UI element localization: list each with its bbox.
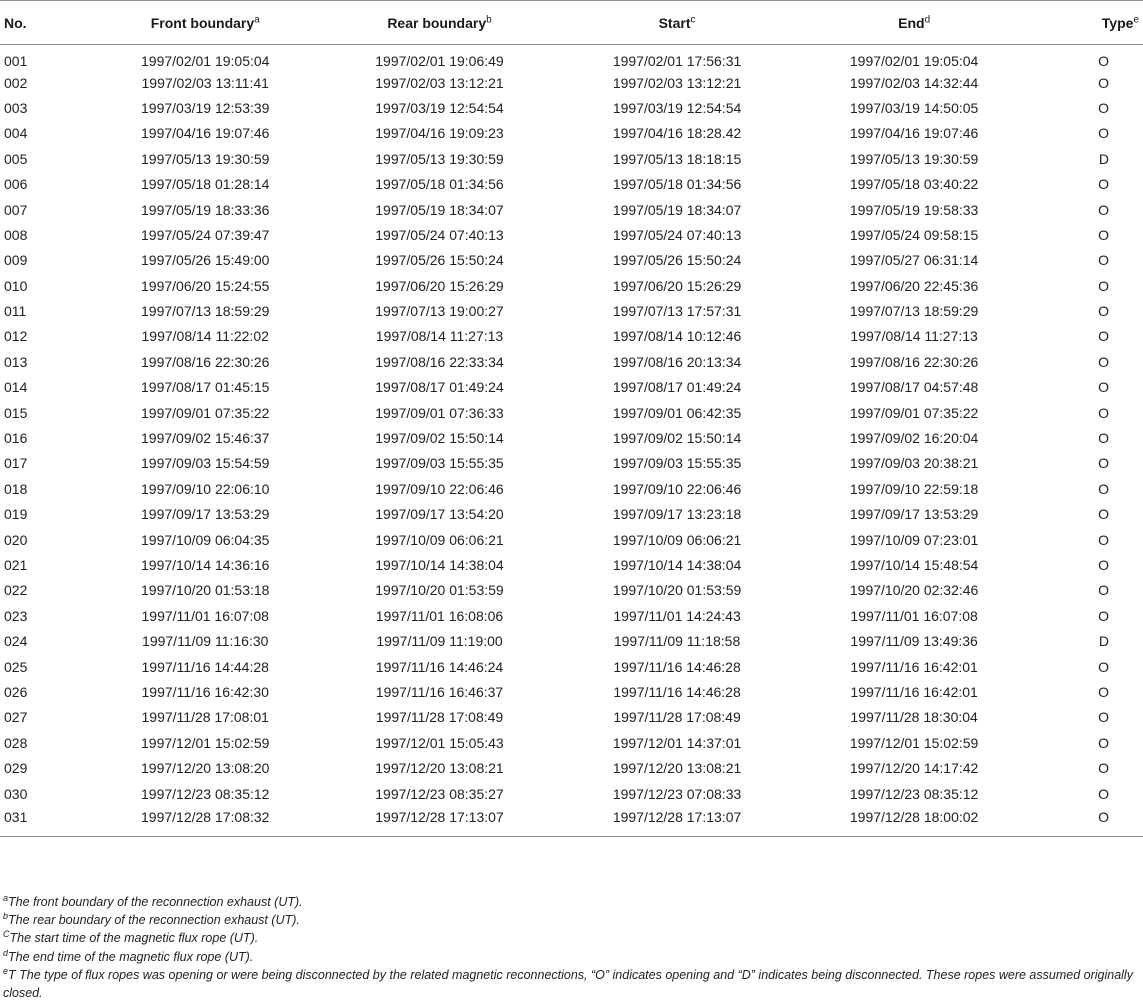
header-end: End$^d$: [898, 13, 931, 31]
cell-rear-boundary: 1997/09/01 07:36:33: [375, 404, 504, 421]
cell-front-boundary: 1997/11/16 16:42:30: [141, 683, 269, 700]
cell-rear-boundary: 1997/05/26 15:50:24: [375, 252, 504, 269]
cell-type: O: [1098, 785, 1109, 802]
table-row: [0, 425, 1143, 450]
header-front-boundary: Front boundary$^a$: [150, 13, 260, 31]
cell-start: 1997/09/17 13:23:18: [612, 506, 742, 523]
header-rear-boundary: Rear boundary$^b$: [387, 13, 492, 31]
table-row: [0, 121, 1143, 146]
cell-end: 1997/06/20 22:45:36: [849, 277, 979, 294]
footnote-mark: C: [3, 929, 10, 940]
cell-front-boundary: 1997/10/20 01:53:18: [141, 582, 270, 599]
cell-start: 1997/05/19 18:34:07: [612, 201, 742, 218]
table-row: [0, 451, 1143, 476]
cell-no: 024: [4, 633, 28, 650]
cell-front-boundary: 1997/05/24 07:39:47: [141, 226, 270, 243]
cell-end: 1997/10/20 02:32:46: [849, 582, 979, 599]
cell-front-boundary: 1997/12/23 08:35:12: [141, 785, 270, 802]
table-row: [0, 95, 1143, 120]
cell-start: 1997/05/24 07:40:13: [612, 226, 742, 243]
cell-type: O: [1098, 480, 1109, 497]
cell-front-boundary: 1997/06/20 15:24:55: [141, 277, 270, 294]
table-row: [0, 197, 1143, 222]
cell-front-boundary: 1997/09/03 15:54:59: [141, 455, 270, 472]
table-header: [0, 1, 1143, 45]
cell-rear-boundary: 1997/09/02 15:50:14: [375, 430, 504, 447]
footnote: [3, 966, 1133, 1002]
cell-start: 1997/08/17 01:49:24: [612, 379, 742, 396]
cell-start: 1997/12/28 17:13:07: [612, 808, 742, 825]
cell-rear-boundary: 1997/12/20 13:08:21: [375, 760, 504, 777]
cell-rear-boundary: 1997/05/19 18:34:07: [375, 201, 504, 218]
cell-end: 1997/11/01 16:07:08: [850, 607, 978, 624]
cell-no: 019: [4, 506, 28, 523]
table-row: [0, 654, 1143, 679]
footnote: [3, 911, 1133, 929]
cell-type: O: [1098, 658, 1109, 675]
table-row: [0, 755, 1143, 780]
table-row: [0, 527, 1143, 552]
table-row: [0, 273, 1143, 298]
cell-type: O: [1098, 506, 1109, 523]
cell-end: 1997/08/14 11:27:13: [850, 328, 978, 345]
cell-front-boundary: 1997/02/01 19:05:04: [141, 53, 270, 70]
cell-front-boundary: 1997/09/17 13:53:29: [141, 506, 270, 523]
cell-front-boundary: 1997/08/17 01:45:15: [141, 379, 270, 396]
cell-rear-boundary: 1997/06/20 15:26:29: [375, 277, 504, 294]
footnote-mark: e: [3, 965, 9, 976]
cell-end: 1997/08/16 22:30:26: [849, 353, 979, 370]
cell-front-boundary: 1997/12/20 13:08:20: [141, 760, 270, 777]
cell-front-boundary: 1997/12/28 17:08:32: [141, 808, 270, 825]
table-row: [0, 400, 1143, 425]
cell-rear-boundary: 1997/09/10 22:06:46: [375, 480, 504, 497]
cell-start: 1997/12/20 13:08:21: [612, 760, 742, 777]
cell-end: 1997/08/17 04:57:48: [849, 379, 979, 396]
cell-end: 1997/09/01 07:35:22: [849, 404, 979, 421]
footnote-mark-e: e: [1133, 13, 1139, 25]
cell-end: 1997/02/03 14:32:44: [849, 74, 979, 91]
cell-type: O: [1098, 760, 1109, 777]
table-row: [0, 248, 1143, 273]
table-row: [0, 171, 1143, 196]
cell-type: O: [1098, 226, 1109, 243]
table-row: [0, 324, 1143, 349]
cell-rear-boundary: 1997/03/19 12:54:54: [375, 99, 504, 116]
cell-end: 1997/05/18 03:40:22: [849, 176, 979, 193]
cell-start: 1997/08/14 10:12:46: [612, 328, 742, 345]
cell-end: 1997/05/13 19:30:59: [849, 150, 979, 167]
cell-start: 1997/06/20 15:26:29: [612, 277, 742, 294]
cell-end: 1997/09/10 22:59:18: [849, 480, 979, 497]
cell-start: 1997/02/03 13:12:21: [612, 74, 742, 91]
cell-end: 1997/11/28 18:30:04: [850, 709, 978, 726]
cell-no: 003: [4, 99, 28, 116]
cell-rear-boundary: 1997/11/16 14:46:24: [375, 658, 504, 675]
cell-start: 1997/08/16 20:13:34: [612, 353, 742, 370]
cell-front-boundary: 1997/09/01 07:35:22: [141, 404, 270, 421]
footnote-mark-d: d: [924, 13, 931, 25]
cell-no: 007: [4, 201, 28, 218]
cell-end: 1997/07/13 18:59:29: [849, 303, 979, 320]
cell-no: 030: [4, 785, 28, 802]
cell-end: 1997/09/17 13:53:29: [849, 506, 979, 523]
cell-rear-boundary: 1997/10/14 14:38:04: [375, 557, 504, 573]
cell-no: 009: [4, 252, 28, 269]
table-row: [0, 806, 1143, 836]
cell-rear-boundary: 1997/08/14 11:27:13: [375, 328, 504, 345]
cell-rear-boundary: 1997/11/01 16:08:06: [375, 607, 504, 624]
footnote-text: The front boundary of the reconnection exhaust (UT).: [8, 895, 303, 909]
cell-rear-boundary: 1997/04/16 19:09:23: [375, 125, 504, 142]
cell-no: 026: [4, 683, 28, 700]
cell-type: O: [1098, 74, 1109, 91]
cell-front-boundary: 1997/08/16 22:30:26: [141, 353, 270, 370]
cell-no: 006: [4, 176, 28, 193]
cell-end: 1997/02/01 19:05:04: [849, 53, 979, 70]
table-row: [0, 552, 1143, 577]
cell-type: O: [1098, 53, 1109, 70]
footnote: [3, 948, 1133, 966]
cell-rear-boundary: 1997/08/16 22:33:34: [375, 353, 504, 370]
footnote-text: T The type of flux ropes was opening or were being disconnected by the related magnetic reconnections, “O” indicates opening and “D” indicates being disconnected. These ropes were assumed originally closed.: [3, 967, 1133, 1001]
cell-type: O: [1098, 252, 1109, 269]
footnote-mark-c: c: [690, 13, 696, 25]
cell-rear-boundary: 1997/11/28 17:08:49: [375, 709, 504, 726]
table-row: [0, 679, 1143, 704]
cell-end: 1997/05/27 06:31:14: [849, 252, 979, 269]
cell-no: 022: [4, 582, 28, 599]
cell-start: 1997/09/01 06:42:35: [612, 404, 742, 421]
cell-type: O: [1098, 404, 1109, 421]
cell-rear-boundary: 1997/11/09 11:19:00: [376, 633, 503, 650]
cell-no: 017: [4, 455, 28, 472]
cell-no: 018: [4, 480, 28, 497]
cell-rear-boundary: 1997/02/03 13:12:21: [375, 74, 504, 91]
cell-no: 021: [4, 557, 28, 573]
cell-rear-boundary: 1997/09/03 15:55:35: [375, 455, 504, 472]
cell-no: 002: [4, 74, 28, 91]
cell-start: 1997/04/16 18:28.42: [612, 125, 742, 142]
table-body: [0, 45, 1143, 837]
cell-no: 025: [4, 658, 28, 675]
table-row: [0, 603, 1143, 628]
cell-start: 1997/12/23 07:08:33: [612, 785, 742, 802]
cell-rear-boundary: 1997/05/18 01:34:56: [375, 176, 504, 193]
cell-type: O: [1098, 709, 1109, 726]
cell-rear-boundary: 1997/12/28 17:13:07: [375, 808, 504, 825]
table-row: [0, 146, 1143, 171]
footnote: [3, 929, 1133, 947]
cell-rear-boundary: 1997/05/13 19:30:59: [375, 150, 504, 167]
cell-type: O: [1098, 734, 1109, 751]
cell-type: O: [1098, 808, 1109, 825]
cell-type: O: [1098, 99, 1109, 116]
cell-front-boundary: 1997/05/26 15:49:00: [141, 252, 270, 269]
cell-rear-boundary: 1997/10/09 06:06:21: [375, 531, 504, 548]
cell-front-boundary: 1997/05/13 19:30:59: [141, 150, 270, 167]
table-row: [0, 349, 1143, 374]
cell-front-boundary: 1997/09/10 22:06:10: [141, 480, 270, 497]
cell-front-boundary: 1997/11/16 14:44:28: [141, 658, 269, 675]
cell-end: 1997/09/02 16:20:04: [849, 430, 979, 447]
cell-type: O: [1098, 582, 1109, 599]
footnote-text: The rear boundary of the reconnection exhaust (UT).: [8, 913, 300, 928]
cell-start: 1997/11/16 14:46:28: [613, 658, 741, 675]
cell-start: 1997/12/01 14:37:01: [612, 734, 742, 751]
footnote: [3, 893, 1133, 911]
cell-start: 1997/10/09 06:06:21: [612, 531, 742, 548]
cell-front-boundary: 1997/10/14 14:36:16: [141, 557, 270, 573]
table-row: [0, 730, 1143, 755]
cell-type: O: [1098, 607, 1109, 624]
cell-rear-boundary: 1997/12/01 15:05:43: [375, 734, 504, 751]
cell-front-boundary: 1997/05/19 18:33:36: [141, 201, 270, 218]
cell-rear-boundary: 1997/02/01 19:06:49: [375, 53, 504, 70]
cell-no: 020: [4, 531, 28, 548]
cell-front-boundary: 1997/02/03 13:11:41: [141, 74, 269, 91]
cell-front-boundary: 1997/12/01 15:02:59: [141, 734, 270, 751]
cell-end: 1997/03/19 14:50:05: [849, 99, 979, 116]
footnote-mark: d: [3, 947, 9, 958]
cell-front-boundary: 1997/11/28 17:08:01: [141, 709, 269, 726]
cell-no: 027: [4, 709, 28, 726]
cell-rear-boundary: 1997/10/20 01:53:59: [375, 582, 504, 599]
cell-type: O: [1098, 125, 1109, 142]
cell-front-boundary: 1997/08/14 11:22:02: [141, 328, 269, 345]
cell-no: 010: [4, 277, 28, 294]
cell-end: 1997/11/16 16:42:01: [850, 658, 978, 675]
cell-type: O: [1098, 430, 1109, 447]
footnote-text: The start time of the magnetic flux rope (UT).: [9, 931, 259, 946]
cell-end: 1997/04/16 19:07:46: [849, 125, 979, 142]
cell-no: 023: [4, 607, 28, 624]
cell-type: O: [1098, 277, 1109, 294]
cell-front-boundary: 1997/10/09 06:04:35: [141, 531, 270, 548]
cell-type: O: [1098, 531, 1109, 548]
cell-no: 008: [4, 226, 28, 243]
cell-front-boundary: 1997/04/16 19:07:46: [141, 125, 270, 142]
cell-type: O: [1098, 455, 1109, 472]
cell-start: 1997/07/13 17:57:31: [612, 303, 742, 320]
cell-front-boundary: 1997/11/09 11:16:30: [142, 633, 269, 650]
cell-no: 031: [4, 808, 28, 825]
cell-type: O: [1098, 353, 1109, 370]
table-row: [0, 628, 1143, 653]
cell-rear-boundary: 1997/11/16 16:46:37: [375, 683, 504, 700]
table-row: [0, 298, 1143, 323]
footnote-mark-b: b: [486, 13, 492, 25]
cell-type: D: [1098, 633, 1109, 650]
cell-no: 011: [4, 303, 27, 320]
table-row: [0, 222, 1143, 247]
cell-start: 1997/10/20 01:53:59: [612, 582, 742, 599]
cell-type: O: [1098, 683, 1109, 700]
cell-end: 1997/11/09 13:49:36: [850, 633, 978, 650]
cell-end: 1997/12/28 18:00:02: [849, 808, 979, 825]
cell-rear-boundary: 1997/07/13 19:00:27: [375, 303, 504, 320]
table-row: [0, 45, 1143, 70]
cell-end: 1997/12/01 15:02:59: [849, 734, 979, 751]
table-row: [0, 375, 1143, 400]
cell-rear-boundary: 1997/08/17 01:49:24: [375, 379, 504, 396]
cell-type: O: [1098, 328, 1109, 345]
table-row: [0, 578, 1143, 603]
cell-start: 1997/09/10 22:06:46: [612, 480, 742, 497]
cell-no: 028: [4, 734, 28, 751]
cell-no: 005: [4, 150, 28, 167]
cell-no: 001: [4, 53, 28, 70]
footnote-mark-a: a: [254, 13, 260, 25]
cell-no: 014: [4, 379, 28, 396]
cell-start: 1997/10/14 14:38:04: [612, 557, 742, 573]
cell-start: 1997/09/03 15:55:35: [612, 455, 742, 472]
cell-no: 004: [4, 125, 28, 142]
cell-end: 1997/12/23 08:35:12: [849, 785, 979, 802]
header-start: Start$^c$: [658, 13, 696, 31]
cell-front-boundary: 1997/09/02 15:46:37: [141, 430, 270, 447]
header-type: Type$^e$: [1101, 13, 1139, 31]
cell-front-boundary: 1997/05/18 01:28:14: [141, 176, 270, 193]
footnote-text: The end time of the magnetic flux rope (UT).: [8, 949, 254, 964]
table-row: [0, 705, 1143, 730]
cell-start: 1997/11/09 11:18:58: [613, 633, 741, 650]
cell-start: 1997/05/18 01:34:56: [612, 176, 742, 193]
table-row: [0, 70, 1143, 95]
cell-end: 1997/05/19 19:58:33: [849, 201, 979, 218]
cell-rear-boundary: 1997/09/17 13:54:20: [375, 506, 504, 523]
cell-end: 1997/10/14 15:48:54: [849, 557, 979, 573]
cell-rear-boundary: 1997/12/23 08:35:27: [375, 785, 504, 802]
cell-type: O: [1098, 557, 1109, 573]
cell-type: O: [1098, 379, 1109, 396]
footnote-mark: a: [3, 892, 9, 903]
cell-end: 1997/11/16 16:42:01: [850, 683, 978, 700]
header-row: [0, 1, 1143, 45]
cell-end: 1997/12/20 14:17:42: [849, 760, 979, 777]
cell-front-boundary: 1997/11/01 16:07:08: [141, 607, 269, 624]
cell-front-boundary: 1997/03/19 12:53:39: [141, 99, 270, 116]
footnote-mark: b: [3, 911, 9, 922]
table-row: [0, 781, 1143, 806]
cell-start: 1997/09/02 15:50:14: [612, 430, 742, 447]
cell-end: 1997/10/09 07:23:01: [849, 531, 979, 548]
table-footnotes: [3, 893, 1133, 1002]
cell-no: 015: [4, 404, 28, 421]
cell-rear-boundary: 1997/05/24 07:40:13: [375, 226, 504, 243]
cell-start: 1997/05/13 18:18:15: [612, 150, 742, 167]
cell-start: 1997/02/01 17:56:31: [612, 53, 742, 70]
cell-no: 012: [4, 328, 28, 345]
cell-no: 029: [4, 760, 28, 777]
cell-type: O: [1098, 201, 1109, 218]
cell-type: D: [1098, 150, 1109, 167]
cell-type: O: [1098, 176, 1109, 193]
cell-start: 1997/11/28 17:08:49: [613, 709, 741, 726]
cell-type: O: [1098, 303, 1109, 320]
table-row: [0, 476, 1143, 501]
cell-end: 1997/09/03 20:38:21: [849, 455, 979, 472]
table-row: [0, 502, 1143, 527]
cell-start: 1997/03/19 12:54:54: [612, 99, 742, 116]
cell-no: 013: [4, 353, 28, 370]
cell-end: 1997/05/24 09:58:15: [849, 226, 979, 243]
cell-start: 1997/05/26 15:50:24: [612, 252, 742, 269]
cell-start: 1997/11/16 14:46:28: [613, 683, 741, 700]
cell-start: 1997/11/01 14:24:43: [613, 607, 741, 624]
cell-no: 016: [4, 430, 28, 447]
cell-front-boundary: 1997/07/13 18:59:29: [141, 303, 270, 320]
header-no: No.: [4, 14, 27, 31]
